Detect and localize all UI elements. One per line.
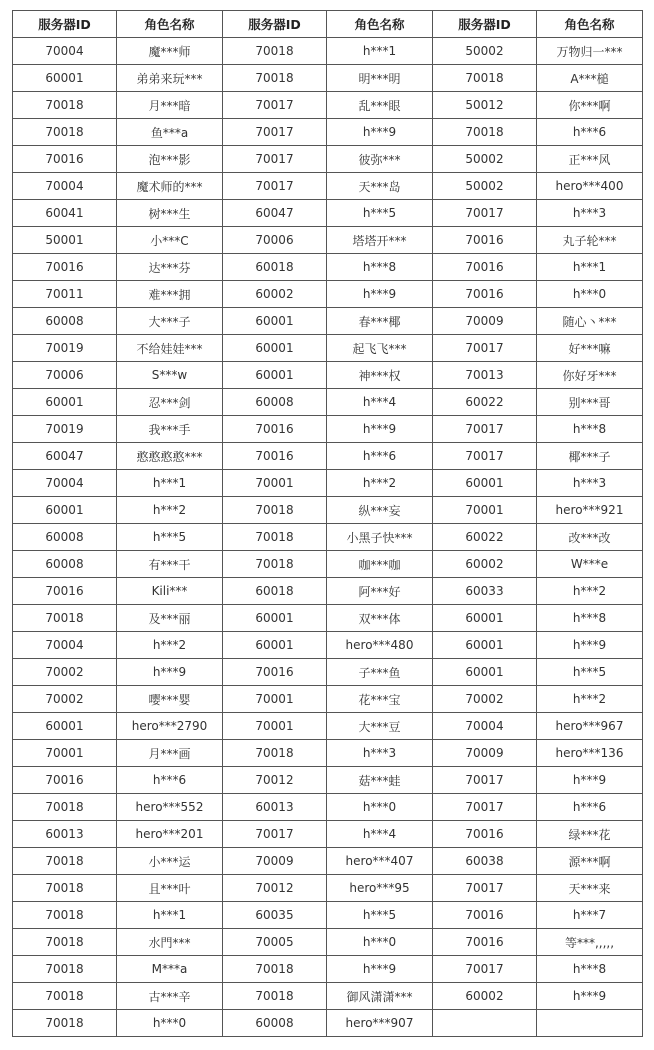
server-id-cell: 70017 [223,173,327,200]
server-id-cell: 70019 [13,416,117,443]
table-row [13,551,643,578]
table-row [13,632,643,659]
role-name-cell: h***8 [537,416,643,443]
server-id-cell: 50001 [13,227,117,254]
role-name-cell: 椰***子 [537,443,643,470]
role-name-cell: 源***啊 [537,848,643,875]
role-name-cell: 纵***妄 [327,497,433,524]
header-role-name: 角色名称 [537,11,643,38]
role-name-cell: 小***运 [117,848,223,875]
server-id-cell: 60002 [433,551,537,578]
role-name-cell: 古***辛 [117,983,223,1010]
role-name-cell: h***8 [327,254,433,281]
server-id-cell: 70018 [433,119,537,146]
server-id-cell: 70012 [223,767,327,794]
role-name-cell: h***1 [327,38,433,65]
role-name-cell: 阿***好 [327,578,433,605]
server-id-cell: 50002 [433,146,537,173]
role-name-cell: 菇***蛙 [327,767,433,794]
server-id-cell: 60022 [433,389,537,416]
table-body [13,38,643,1037]
role-name-cell: h***3 [537,470,643,497]
server-id-cell: 60001 [433,605,537,632]
server-id-cell: 50012 [433,92,537,119]
role-name-cell: hero***136 [537,740,643,767]
role-name-cell: 明***明 [327,65,433,92]
server-id-cell: 70018 [223,38,327,65]
role-name-cell: h***8 [537,956,643,983]
server-id-cell: 70009 [433,740,537,767]
role-name-cell: 你好牙*** [537,362,643,389]
role-name-cell: h***4 [327,821,433,848]
server-id-cell: 70004 [13,38,117,65]
server-id-cell: 70017 [223,821,327,848]
server-id-cell: 70005 [223,929,327,956]
server-id-cell: 70002 [13,659,117,686]
table-row [13,416,643,443]
role-name-cell: h***3 [537,200,643,227]
server-id-cell: 70001 [223,713,327,740]
table-row [13,227,643,254]
server-id-cell: 70016 [13,578,117,605]
table-row [13,119,643,146]
server-id-cell: 70018 [13,929,117,956]
server-id-cell: 60002 [433,983,537,1010]
server-id-cell: 60001 [433,659,537,686]
table-row [13,389,643,416]
role-name-cell: 小***C [117,227,223,254]
server-id-cell: 60008 [223,1010,327,1037]
server-id-cell: 70001 [433,497,537,524]
role-name-cell: 乱***眼 [327,92,433,119]
server-id-cell: 70017 [433,767,537,794]
role-name-cell: h***2 [117,632,223,659]
role-name-cell: 神***权 [327,362,433,389]
table-row [13,200,643,227]
role-name-cell: 等***,,,,, [537,929,643,956]
table-row [13,686,643,713]
table-row [13,308,643,335]
server-id-cell: 60001 [223,362,327,389]
server-id-cell: 70016 [433,902,537,929]
table-row [13,92,643,119]
role-name-cell: h***9 [327,281,433,308]
role-name-cell: h***7 [537,902,643,929]
server-id-cell: 70016 [223,659,327,686]
role-name-cell: 天***来 [537,875,643,902]
server-id-cell: 60038 [433,848,537,875]
server-id-cell: 70018 [223,497,327,524]
role-name-cell: hero***921 [537,497,643,524]
server-id-cell: 70002 [433,686,537,713]
table-row [13,38,643,65]
table-row [13,902,643,929]
role-name-cell: h***9 [537,983,643,1010]
role-name-cell: S***w [117,362,223,389]
server-id-cell: 70006 [223,227,327,254]
server-id-cell: 70018 [13,1010,117,1037]
server-id-cell: 70011 [13,281,117,308]
server-id-cell: 70001 [223,470,327,497]
table-row [13,578,643,605]
role-name-cell: h***9 [537,767,643,794]
role-name-cell: h***0 [327,929,433,956]
table-row [13,767,643,794]
role-name-cell: M***a [117,956,223,983]
role-name-cell: 正***风 [537,146,643,173]
role-name-cell: h***1 [117,902,223,929]
server-id-cell: 60001 [13,497,117,524]
header-role-name: 角色名称 [117,11,223,38]
server-id-cell: 70006 [13,362,117,389]
server-id-cell: 70004 [433,713,537,740]
server-id-cell: 70016 [13,767,117,794]
role-name-cell: 及***丽 [117,605,223,632]
role-name-cell: h***6 [117,767,223,794]
server-id-cell: 70018 [223,551,327,578]
server-id-cell: 70018 [13,605,117,632]
role-name-cell: 小黑子快*** [327,524,433,551]
server-id-cell: 70018 [13,983,117,1010]
server-id-cell [433,1010,537,1037]
server-id-cell: 60001 [223,335,327,362]
role-name-cell: 大***豆 [327,713,433,740]
role-name-cell: 泡***影 [117,146,223,173]
server-id-cell: 70017 [433,200,537,227]
role-name-cell: h***9 [327,956,433,983]
table-row [13,470,643,497]
server-id-cell: 60022 [433,524,537,551]
server-id-cell: 70001 [13,740,117,767]
table-row [13,173,643,200]
table-row [13,848,643,875]
role-name-cell: hero***967 [537,713,643,740]
role-name-cell: hero***95 [327,875,433,902]
role-name-cell: 天***岛 [327,173,433,200]
role-name-cell: 不给娃娃*** [117,335,223,362]
role-name-cell: hero***400 [537,173,643,200]
role-name-cell: 彼弥*** [327,146,433,173]
server-id-cell: 70016 [223,443,327,470]
server-id-cell: 60001 [13,389,117,416]
server-id-cell: 60001 [433,470,537,497]
server-id-cell: 70016 [433,821,537,848]
role-name-cell: hero***552 [117,794,223,821]
role-name-cell: 塔塔开*** [327,227,433,254]
table-row [13,740,643,767]
server-id-cell: 70018 [13,875,117,902]
role-name-cell: 树***生 [117,200,223,227]
server-id-cell: 70017 [433,956,537,983]
role-name-cell: h***2 [327,470,433,497]
role-name-cell: 有***干 [117,551,223,578]
server-id-cell: 60008 [223,389,327,416]
server-id-cell: 70018 [223,524,327,551]
role-name-cell: h***5 [327,902,433,929]
server-id-cell: 70004 [13,470,117,497]
table-row [13,362,643,389]
role-name-cell [537,1010,643,1037]
server-id-cell: 70018 [223,740,327,767]
role-name-cell: 忍***剑 [117,389,223,416]
role-name-cell: 大***子 [117,308,223,335]
server-id-cell: 60018 [223,578,327,605]
table-row [13,659,643,686]
table-row [13,929,643,956]
server-id-cell: 70017 [433,335,537,362]
role-name-cell: hero***407 [327,848,433,875]
role-name-cell: 难***拥 [117,281,223,308]
server-id-cell: 70012 [223,875,327,902]
role-name-cell: h***6 [327,443,433,470]
table-row [13,1010,643,1037]
table-row [13,605,643,632]
server-id-cell: 50002 [433,173,537,200]
role-name-cell: 魔术师的*** [117,173,223,200]
role-name-cell: 月***画 [117,740,223,767]
table-row [13,281,643,308]
role-name-cell: 春***椰 [327,308,433,335]
server-id-cell: 70018 [223,956,327,983]
role-name-cell: h***1 [117,470,223,497]
server-id-cell: 70016 [223,416,327,443]
role-name-cell: 弟弟来玩*** [117,65,223,92]
server-id-cell: 60002 [223,281,327,308]
table-row [13,956,643,983]
role-name-cell: h***9 [327,416,433,443]
server-id-cell: 70018 [433,65,537,92]
role-name-cell: h***6 [537,794,643,821]
role-name-cell: 御风潇潇*** [327,983,433,1010]
role-name-cell: 水門*** [117,929,223,956]
server-id-cell: 70016 [433,254,537,281]
server-id-cell: 70013 [433,362,537,389]
server-id-cell: 60047 [223,200,327,227]
role-name-cell: h***9 [327,119,433,146]
role-name-cell: 月***暗 [117,92,223,119]
role-name-cell: h***5 [117,524,223,551]
table-row [13,713,643,740]
role-name-cell: Kili*** [117,578,223,605]
header-server-id: 服务器ID [433,11,537,38]
server-id-cell: 70017 [223,146,327,173]
table-row [13,146,643,173]
server-id-cell: 60013 [13,821,117,848]
role-name-cell: 且***叶 [117,875,223,902]
role-name-cell: h***5 [327,200,433,227]
role-name-cell: 子***鱼 [327,659,433,686]
role-name-cell: 鱼***a [117,119,223,146]
role-name-cell: 双***体 [327,605,433,632]
table-row [13,524,643,551]
role-name-cell: 好***嘛 [537,335,643,362]
role-name-cell: 嘤***婴 [117,686,223,713]
server-id-cell: 60001 [13,713,117,740]
table-row [13,983,643,1010]
server-id-cell: 70017 [223,92,327,119]
server-id-cell: 70017 [433,416,537,443]
server-id-cell: 70018 [223,65,327,92]
role-name-cell: h***5 [537,659,643,686]
server-id-cell: 60001 [13,65,117,92]
server-id-cell: 60008 [13,308,117,335]
role-name-cell: h***8 [537,605,643,632]
server-id-cell: 60001 [223,632,327,659]
role-name-cell: 丸子轮*** [537,227,643,254]
table-row [13,443,643,470]
server-id-cell: 60033 [433,578,537,605]
server-id-cell: 60001 [223,605,327,632]
role-name-cell: h***2 [117,497,223,524]
server-id-cell: 70017 [433,443,537,470]
table-row [13,335,643,362]
table-header-row [13,11,643,38]
role-name-cell: 改***改 [537,524,643,551]
role-name-cell: hero***907 [327,1010,433,1037]
role-name-cell: h***9 [537,632,643,659]
server-id-cell: 70018 [13,794,117,821]
header-role-name: 角色名称 [327,11,433,38]
server-id-cell: 70018 [13,848,117,875]
table-row [13,875,643,902]
server-id-cell: 70018 [13,92,117,119]
server-id-cell: 70009 [433,308,537,335]
server-id-cell: 70016 [433,281,537,308]
table-container [12,10,642,1037]
role-name-cell: 你***啊 [537,92,643,119]
role-name-cell: h***2 [537,578,643,605]
table-row [13,65,643,92]
server-id-cell: 70018 [13,956,117,983]
server-id-cell: 70018 [13,902,117,929]
role-name-cell: h***0 [537,281,643,308]
role-name-cell: 咖***咖 [327,551,433,578]
server-id-cell: 60008 [13,551,117,578]
server-id-cell: 70009 [223,848,327,875]
server-id-cell: 70016 [13,254,117,281]
role-name-cell: h***3 [327,740,433,767]
role-name-cell: h***0 [327,794,433,821]
role-name-cell: 起飞飞*** [327,335,433,362]
role-name-cell: 憨憨憨憨*** [117,443,223,470]
server-id-cell: 60013 [223,794,327,821]
server-id-cell: 70016 [433,929,537,956]
role-name-cell: 万物归一*** [537,38,643,65]
server-id-cell: 70016 [13,146,117,173]
role-name-cell: h***2 [537,686,643,713]
server-id-cell: 60001 [223,308,327,335]
server-id-cell: 70017 [433,875,537,902]
server-id-cell: 50002 [433,38,537,65]
server-id-cell: 70019 [13,335,117,362]
server-id-cell: 70002 [13,686,117,713]
server-id-cell: 70004 [13,173,117,200]
role-name-cell: hero***201 [117,821,223,848]
table-row [13,254,643,281]
server-role-table [12,10,643,1037]
server-id-cell: 70018 [223,983,327,1010]
server-id-cell: 60008 [13,524,117,551]
server-id-cell: 70018 [13,119,117,146]
role-name-cell: h***1 [537,254,643,281]
role-name-cell: 随心丶*** [537,308,643,335]
role-name-cell: h***0 [117,1010,223,1037]
server-id-cell: 70001 [223,686,327,713]
server-id-cell: 70017 [433,794,537,821]
role-name-cell: A***槌 [537,65,643,92]
role-name-cell: 达***芬 [117,254,223,281]
header-server-id: 服务器ID [223,11,327,38]
role-name-cell: hero***2790 [117,713,223,740]
server-id-cell: 70016 [433,227,537,254]
server-id-cell: 60001 [433,632,537,659]
role-name-cell: 我***手 [117,416,223,443]
table-row [13,794,643,821]
server-id-cell: 60047 [13,443,117,470]
role-name-cell: 绿***花 [537,821,643,848]
role-name-cell: h***9 [117,659,223,686]
server-id-cell: 60035 [223,902,327,929]
role-name-cell: 花***宝 [327,686,433,713]
table-row [13,497,643,524]
role-name-cell: h***4 [327,389,433,416]
role-name-cell: 魔***师 [117,38,223,65]
role-name-cell: W***e [537,551,643,578]
server-id-cell: 70017 [223,119,327,146]
table-row [13,821,643,848]
role-name-cell: h***6 [537,119,643,146]
server-id-cell: 60018 [223,254,327,281]
server-id-cell: 70004 [13,632,117,659]
role-name-cell: 别***哥 [537,389,643,416]
role-name-cell: hero***480 [327,632,433,659]
server-id-cell: 60041 [13,200,117,227]
header-server-id: 服务器ID [13,11,117,38]
